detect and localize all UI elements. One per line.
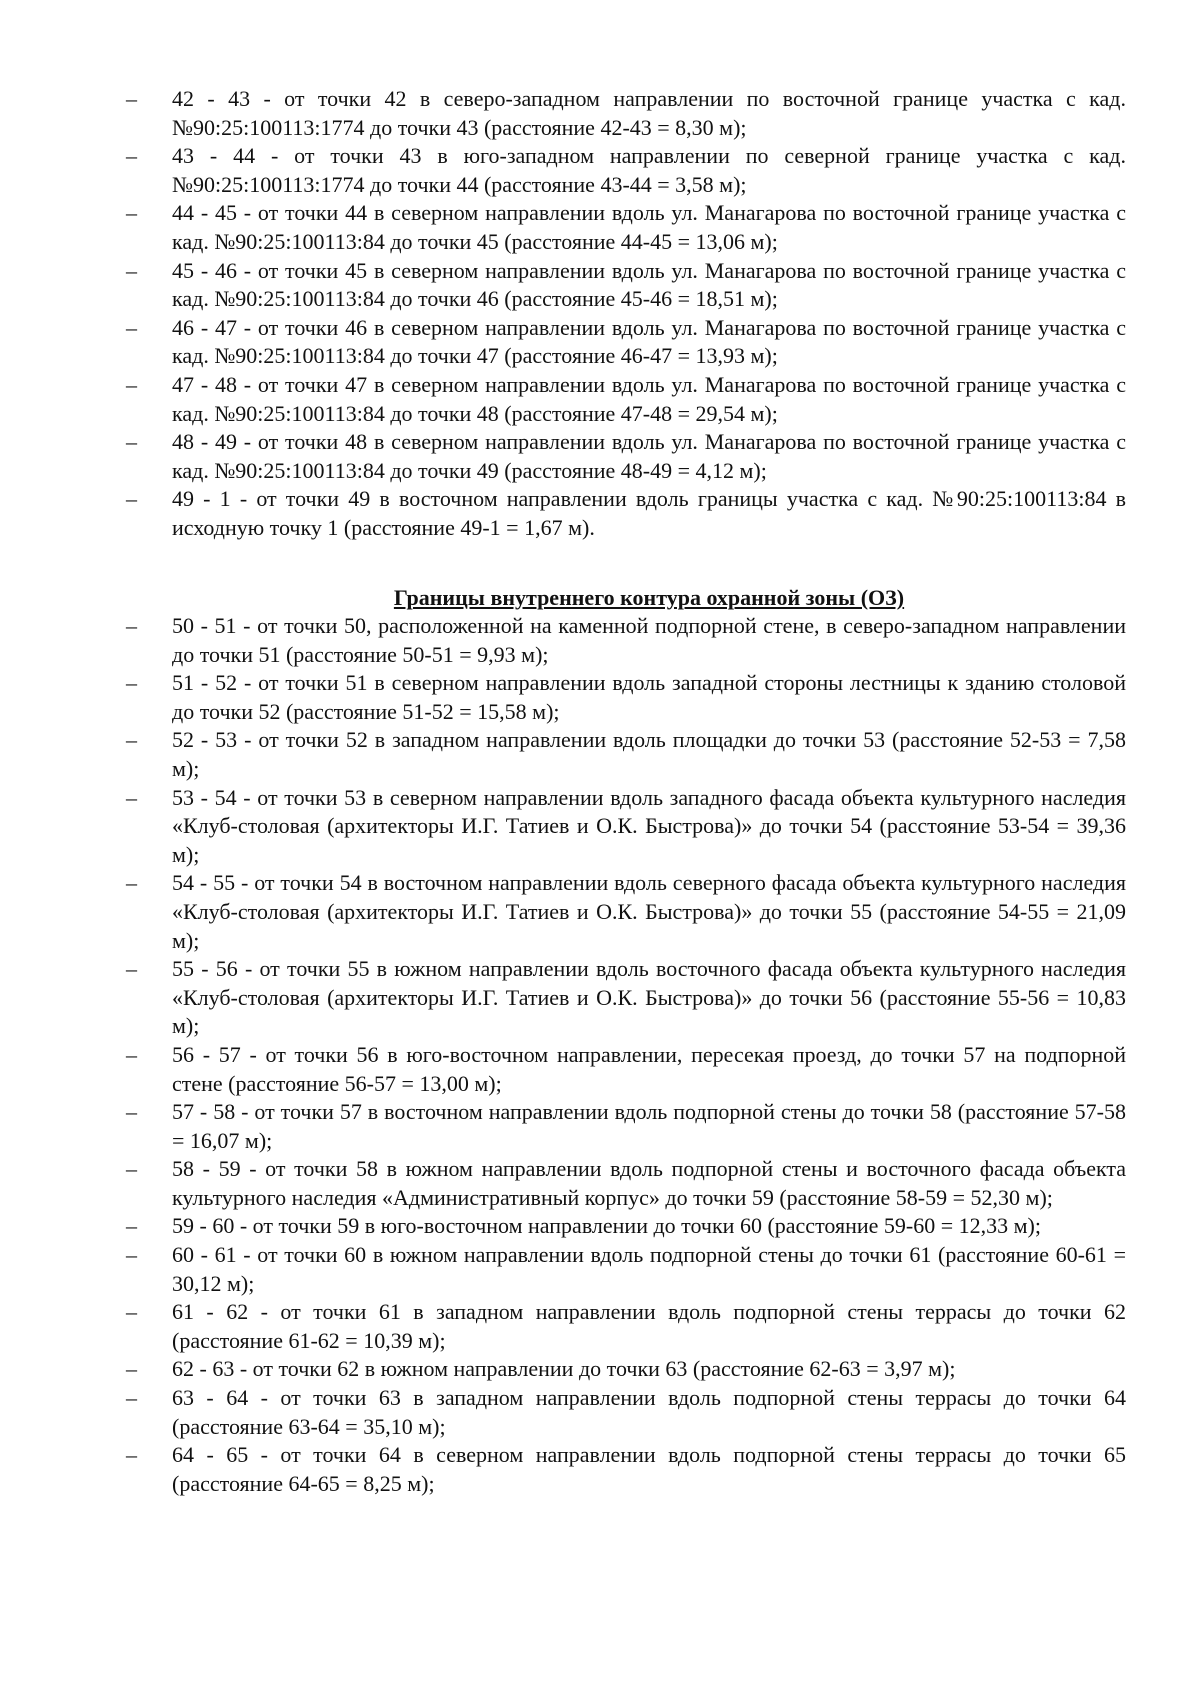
list-item [116,612,1126,669]
segment-text: 46 - 47 - от точки 46 в северном направлении вдоль ул. Манагарова по восточной границе участка с кад. №90:25:100113:84 до точки 47 (расстояние 46-47 = 13,93 м); [172,314,1126,369]
segment-text: 61 - 62 - от точки 61 в западном направлении вдоль подпорной стены террасы до точки 62 (расстояние 61-62 = 10,39 м); [172,1299,1126,1353]
boundary-list-outer [116,85,1126,543]
segment-text: 52 - 53 - от точки 52 в западном направлении вдоль площадки до точки 53 (расстояние 52-53 = 7,58 м); [172,727,1126,781]
list-item [116,669,1126,726]
segment-text: 50 - 51 - от точки 50, расположенной на каменной подпорной стене, в северо-западном направлении до точки 51 (расстояние 50-51 = 9,93 м); [172,613,1126,667]
dash-marker: – [126,613,137,638]
boundary-segments-list [116,85,1126,543]
dash-marker: – [126,784,137,810]
dash-marker: – [126,371,137,397]
dash-marker: – [126,1385,137,1411]
dash-marker: – [126,1099,137,1125]
list-item [116,314,1126,371]
list-item [116,257,1126,314]
segment-text: 53 - 54 - от точки 53 в северном направлении вдоль западного фасада объекта культурного наследия «Клуб-столовая (архитекторы И.Г. Татиев и О.К. Быстрова)» до точки 54 (расстояние 53-54 = 39,36 м); [172,784,1126,867]
segment-text: 58 - 59 - от точки 58 в южном направлении вдоль подпорной стены и восточного фасада объекта культурного наследия «Административный корпус» до точки 59 (расстояние 58-59 = 52,30 м); [172,1156,1126,1210]
dash-marker: – [126,870,137,896]
segment-text: 64 - 65 - от точки 64 в северном направлении вдоль подпорной стены террасы до точки 65 (расстояние 64-65 = 8,25 м); [172,1442,1126,1496]
segment-text: 42 - 43 - от точки 42 в северо-западном направлении по восточной границе участка с кад. №90:25:100113:1774 до точки 43 (расстояние 42-43 = 8,30 м); [172,86,1126,140]
segment-text: 48 - 49 - от точки 48 в северном направлении вдоль ул. Манагарова по восточной границе участка с кад. №90:25:100113:84 до точки 49 (расстояние 48-49 = 4,12 м); [172,429,1126,483]
list-item [116,1355,1126,1384]
dash-marker: – [126,1213,137,1239]
list-item [116,428,1126,485]
dash-marker: – [126,200,137,226]
segment-text: 45 - 46 - от точки 45 в северном направлении вдоль ул. Манагарова по восточной границе участка с кад. №90:25:100113:84 до точки 46 (расстояние 45-46 = 18,51 м); [172,257,1126,312]
dash-marker: – [126,670,137,696]
list-item [116,1212,1126,1241]
dash-marker: – [126,143,137,169]
dash-marker: – [126,257,137,283]
segment-text: 63 - 64 - от точки 63 в западном направлении вдоль подпорной стены террасы до точки 64 (расстояние 63-64 = 35,10 м); [172,1385,1126,1439]
list-item [116,1441,1126,1498]
segment-text: 49 - 1 - от точки 49 в восточном направлении вдоль границы участка с кад. №90:25:100113:84 в исходную точку 1 (расстояние 49-1 = 1,67 м). [172,486,1126,540]
list-item [116,1098,1126,1155]
list-item [116,784,1126,870]
segment-text: 56 - 57 - от точки 56 в юго-восточном направлении, пересекая проезд, до точки 57 на подпорной стене (расстояние 56-57 = 13,00 м); [172,1041,1126,1096]
list-item [116,199,1126,256]
inner-contour-segments-list [116,612,1126,1498]
list-item [116,1298,1126,1355]
dash-marker: – [126,1356,137,1382]
segment-text: 51 - 52 - от точки 51 в северном направлении вдоль западной стороны лестницы к зданию столовой до точки 52 (расстояние 51-52 = 15,58 м); [172,670,1126,724]
list-item [116,869,1126,955]
dash-marker: – [126,1041,137,1067]
list-item [116,726,1126,783]
dash-marker: – [126,86,137,111]
dash-marker: – [126,314,137,340]
dash-marker: – [126,1442,137,1468]
segment-text: 54 - 55 - от точки 54 в восточном направлении вдоль северного фасада объекта культурного наследия «Клуб-столовая (архитекторы И.Г. Татиев и О.К. Быстрова)» до точки 55 (расстояние 54-55 = 21,09 м); [172,870,1126,953]
list-item [116,85,1126,142]
list-item [116,955,1126,1041]
dash-marker: – [126,1156,137,1182]
segment-text: 62 - 63 - от точки 62 в южном направлении до точки 63 (расстояние 62-63 = 3,97 м); [172,1356,956,1382]
segment-text: 43 - 44 - от точки 43 в юго-западном направлении по северной границе участка с кад. №90:25:100113:1774 до точки 44 (расстояние 43-44 = 3,58 м); [172,143,1126,197]
dash-marker: – [126,727,137,753]
list-item [116,485,1126,542]
dash-marker: – [126,486,137,512]
segment-text: 57 - 58 - от точки 57 в восточном направлении вдоль подпорной стены до точки 58 (расстояние 57-58 = 16,07 м); [172,1099,1126,1153]
dash-marker: – [126,429,137,455]
list-item [116,1241,1126,1298]
segment-text: 55 - 56 - от точки 55 в южном направлении вдоль восточного фасада объекта культурного наследия «Клуб-столовая (архитекторы И.Г. Татиев и О.К. Быстрова)» до точки 56 (расстояние 55-56 = 10,83 м); [172,956,1126,1039]
list-item [116,371,1126,428]
list-item [116,1041,1126,1098]
segment-text: 44 - 45 - от точки 44 в северном направлении вдоль ул. Манагарова по восточной границе участка с кад. №90:25:100113:84 до точки 45 (расстояние 44-45 = 13,06 м); [172,200,1126,254]
list-item [116,1384,1126,1441]
dash-marker: – [126,1242,137,1268]
section-heading: Границы внутреннего контура охранной зоны (ОЗ) [393,585,905,610]
segment-text: 47 - 48 - от точки 47 в северном направлении вдоль ул. Манагарова по восточной границе участка с кад. №90:25:100113:84 до точки 48 (расстояние 47-48 = 29,54 м); [172,371,1126,426]
segment-text: 59 - 60 - от точки 59 в юго-восточном направлении до точки 60 (расстояние 59-60 = 12,33 м); [172,1213,1041,1239]
list-item [116,142,1126,199]
dash-marker: – [126,956,137,982]
inner-contour-section [116,584,1126,1498]
dash-marker: – [126,1299,137,1325]
segment-text: 60 - 61 - от точки 60 в южном направлении вдоль подпорной стены до точки 61 (расстояние 60-61 = 30,12 м); [172,1242,1126,1296]
list-item [116,1155,1126,1212]
